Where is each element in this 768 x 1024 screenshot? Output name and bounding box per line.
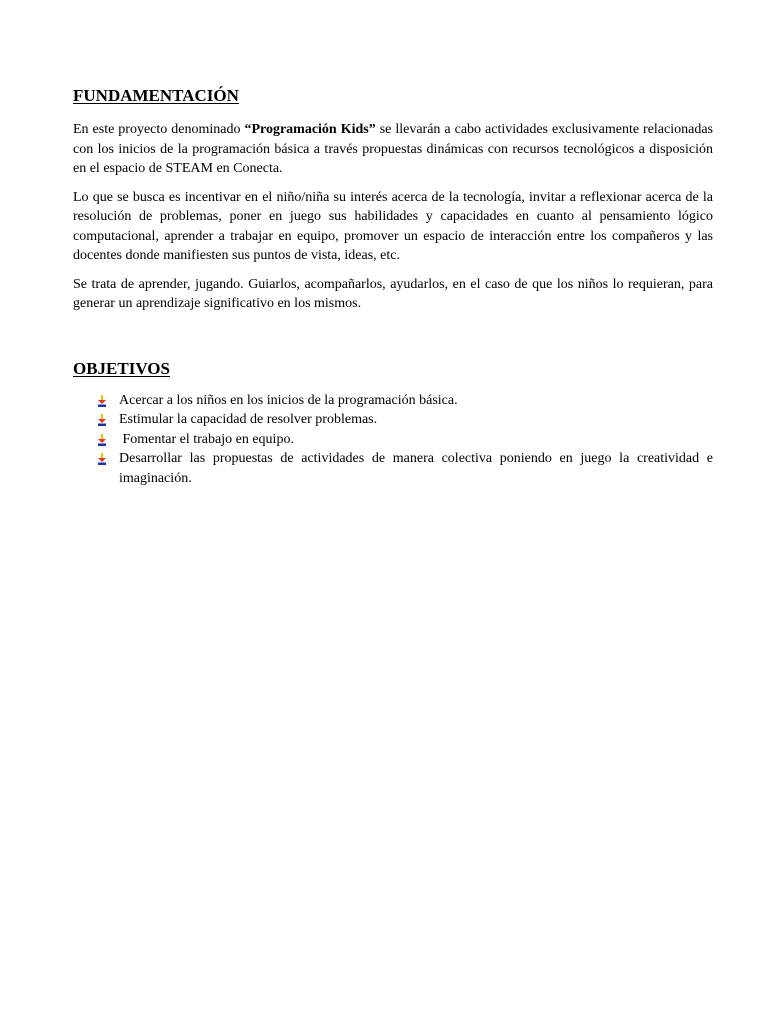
list-item [73, 391, 713, 411]
fundamentacion-paragraph-1 [73, 120, 713, 179]
objetivos-heading: OBJETIVOS [73, 358, 170, 378]
list-item [73, 410, 713, 430]
paragraph-1-intro: En este proyecto denominado [73, 122, 245, 137]
objective-text: Fomentar el trabajo en equipo. [119, 431, 294, 447]
arrow-bullet-icon [97, 395, 107, 407]
project-name: “Programación Kids” [244, 122, 376, 137]
list-item [73, 449, 713, 488]
objetivos-list [73, 391, 713, 489]
arrow-bullet-icon [97, 414, 107, 426]
list-item [73, 430, 713, 450]
objective-text: Acercar a los niños en los inicios de la programación básica. [119, 392, 458, 408]
arrow-bullet-icon [97, 434, 107, 446]
arrow-bullet-icon [97, 453, 107, 465]
document-page [73, 86, 713, 488]
paragraph-1-rest: se llevarán a cabo actividades exclusivamente relacionadas con los inicios de la programación básica a través propuestas dinámicas con recursos tecnológicos a disposición en el espacio de STEAM en Conecta. [73, 122, 713, 176]
fundamentacion-paragraph-3: Se trata de aprender, jugando. Guiarlos, acompañarlos, ayudarlos, en el caso de que los niños lo requieran, para generar un aprendizaje significativo en los mismos. [73, 276, 713, 311]
objective-text: Desarrollar las propuestas de actividades de manera colectiva poniendo en juego la creatividad e imaginación. [119, 451, 713, 486]
fundamentacion-paragraph-2: Lo que se busca es incentivar en el niño/niña su interés acerca de la tecnología, invitar a reflexionar acerca de la resolución de problemas, poner en juego sus habilidades y capacidades en cuanto al pensamiento lógico computacional, aprender a trabajar en equipo, promover un espacio de interacción entre los compañeros y las docentes donde manifiesten sus puntos de vista, ideas, etc. [73, 189, 713, 263]
fundamentacion-heading: FUNDAMENTACIÓN [73, 86, 239, 105]
objective-text: Estimular la capacidad de resolver problemas. [119, 412, 378, 427]
